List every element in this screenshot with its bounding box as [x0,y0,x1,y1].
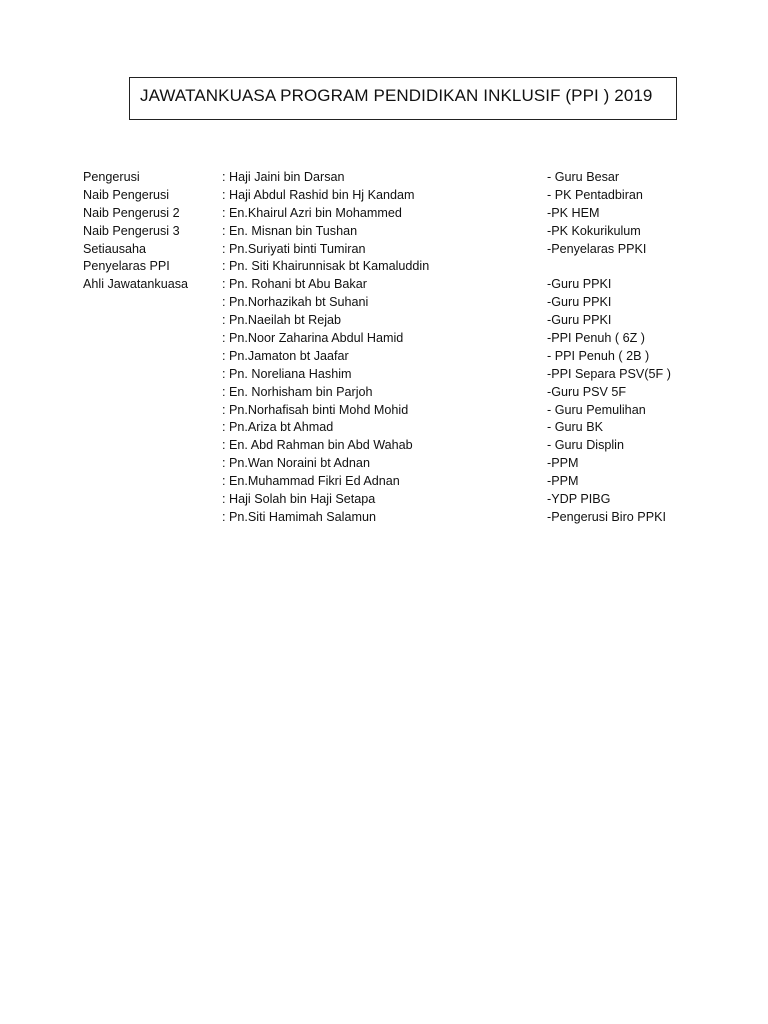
member-name: : Pn. Siti Khairunnisak bt Kamaluddin [222,259,430,274]
member-position: -Pengerusi Biro PPKI [547,509,666,524]
member-name: : Pn. Noreliana Hashim [222,366,352,381]
member-position: -PPM [547,456,579,471]
committee-row [83,509,723,527]
member-position: - PK Pentadbiran [547,187,643,202]
member-position: -Guru PPKI [547,295,612,310]
member-position: -PPM [547,474,579,489]
committee-row [83,384,723,402]
committee-row [83,187,723,205]
member-position: - Guru Besar [547,170,620,184]
member-name: : Pn.Norhafisah binti Mohd Mohid [222,402,409,417]
member-role: Naib Pengerusi 3 [83,223,180,238]
member-name: : En.Muhammad Fikri Ed Adnan [222,474,400,489]
member-role: Naib Pengerusi [83,187,170,202]
member-name: : Pn.Naeilah bt Rejab [222,313,342,328]
committee-row [83,473,723,491]
title-box [129,77,677,120]
committee-row [83,330,723,348]
member-name: : Pn. Rohani bt Abu Bakar [222,277,367,292]
member-position: - PPI Penuh ( 2B ) [547,348,650,363]
member-position: - Guru BK [547,420,603,435]
member-role: Naib Pengerusi 2 [83,205,180,220]
committee-row [83,294,723,312]
member-position: -Penyelaras PPKI [547,241,647,256]
committee-row [83,419,723,437]
member-name: : En.Khairul Azri bin Mohammed [222,205,402,220]
member-name: : Pn.Ariza bt Ahmad [222,420,334,435]
member-position: -PK Kokurikulum [547,223,641,238]
member-position: -PPI Penuh ( 6Z ) [547,331,645,346]
committee-row [83,312,723,330]
committee-row [83,169,723,187]
committee-row [83,241,723,259]
member-name: : En. Misnan bin Tushan [222,223,358,238]
member-name: : Pn.Jamaton bt Jaafar [222,348,349,363]
member-role: Setiausaha [83,241,147,256]
member-name: : Pn.Noor Zaharina Abdul Hamid [222,331,404,346]
committee-row [83,258,723,276]
committee-row [83,223,723,241]
committee-row [83,366,723,384]
member-name: : Pn.Norhazikah bt Suhani [222,295,369,310]
member-position: -PK HEM [547,205,600,220]
member-role: Ahli Jawatankuasa [83,277,189,292]
member-position: -YDP PIBG [547,492,611,507]
committee-row [83,348,723,366]
member-position: -PPI Separa PSV(5F ) [547,366,671,381]
member-position: - Guru Pemulihan [547,402,646,417]
committee-row [83,491,723,509]
member-name: : En. Abd Rahman bin Abd Wahab [222,438,413,453]
committee-list [83,169,723,527]
member-name: : Haji Abdul Rashid bin Hj Kandam [222,187,415,202]
committee-row [83,276,723,294]
member-name: : Pn.Suriyati binti Tumiran [222,241,366,256]
member-position: -Guru PPKI [547,277,612,292]
member-name: : Haji Jaini bin Darsan [222,170,345,184]
committee-row [83,402,723,420]
committee-row [83,205,723,223]
member-name: : Pn.Wan Noraini bt Adnan [222,456,370,471]
document-title: JAWATANKUASA PROGRAM PENDIDIKAN INKLUSIF (PPI ) 2019 [140,86,653,105]
member-role: Pengerusi [83,170,140,184]
member-position: - Guru Displin [547,438,624,453]
member-position: -Guru PPKI [547,313,612,328]
member-role: Penyelaras PPI [83,259,170,274]
member-position: -Guru PSV 5F [547,384,627,399]
committee-row [83,437,723,455]
member-name: : Pn.Siti Hamimah Salamun [222,509,376,524]
committee-row [83,455,723,473]
member-name: : En. Norhisham bin Parjoh [222,384,373,399]
member-name: : Haji Solah bin Haji Setapa [222,492,376,507]
